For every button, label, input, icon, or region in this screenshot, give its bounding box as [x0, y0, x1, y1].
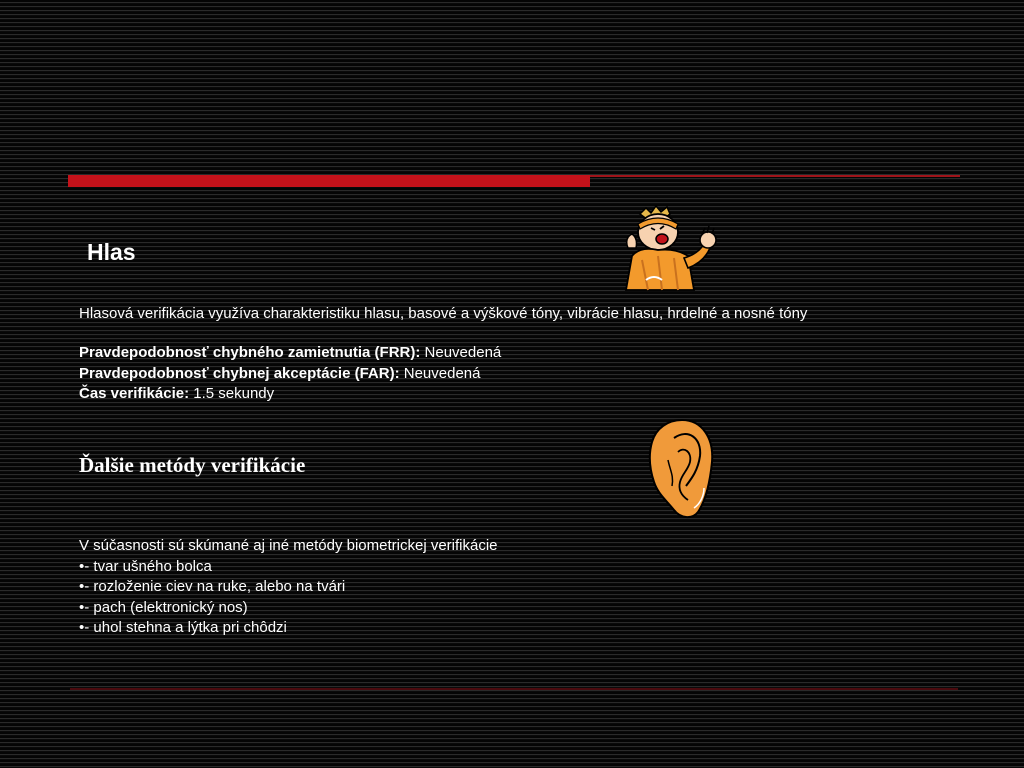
top-red-rule-thin: [590, 175, 960, 177]
method-item-text: - pach (elektronický nos): [84, 598, 248, 616]
stat-frr-value: Neuvedená: [420, 344, 502, 361]
bottom-rule: [70, 688, 958, 690]
stats-block: [79, 343, 501, 405]
stat-frr: [79, 343, 501, 364]
stat-far-label: Pravdepodobnosť chybnej akceptácie (FAR):: [79, 364, 400, 382]
shouting-person-icon: [618, 204, 724, 296]
slide-title: Hlas: [87, 239, 136, 265]
bullet-icon: •: [79, 557, 85, 575]
stat-far: [79, 364, 501, 385]
stat-far-value: Neuvedená: [399, 364, 481, 382]
method-item: [79, 618, 498, 639]
top-red-rule: [68, 175, 590, 187]
methods-intro: V súčasnosti sú skúmané aj iné metódy biometrickej verifikácie: [79, 537, 498, 554]
method-item: [79, 598, 498, 619]
method-item-text: - tvar ušného bolca: [84, 557, 212, 575]
section-subtitle: Ďalšie metódy verifikácie: [79, 453, 306, 477]
ear-icon: [644, 416, 716, 520]
method-item: [79, 557, 498, 578]
stat-time-value: 1.5 sekundy: [189, 385, 275, 402]
method-item: [79, 577, 498, 598]
methods-block: [79, 536, 498, 639]
method-item-text: - uhol stehna a lýtka pri chôdzi: [84, 619, 287, 636]
bullet-icon: •: [79, 578, 85, 595]
method-item-text: - rozloženie ciev na ruke, alebo na tvári: [84, 578, 346, 595]
bullet-icon: •: [79, 598, 85, 616]
stat-frr-label: Pravdepodobnosť chybného zamietnutia (FRR):: [79, 344, 421, 361]
bullet-icon: •: [79, 619, 85, 636]
intro-text: Hlasová verifikácia využíva charakteristiku hlasu, basové a výškové tóny, vibrácie hlasu, hrdelné a nosné tóny: [79, 305, 808, 322]
stat-time-label: Čas verifikácie:: [79, 385, 190, 402]
stat-time: [79, 384, 501, 405]
